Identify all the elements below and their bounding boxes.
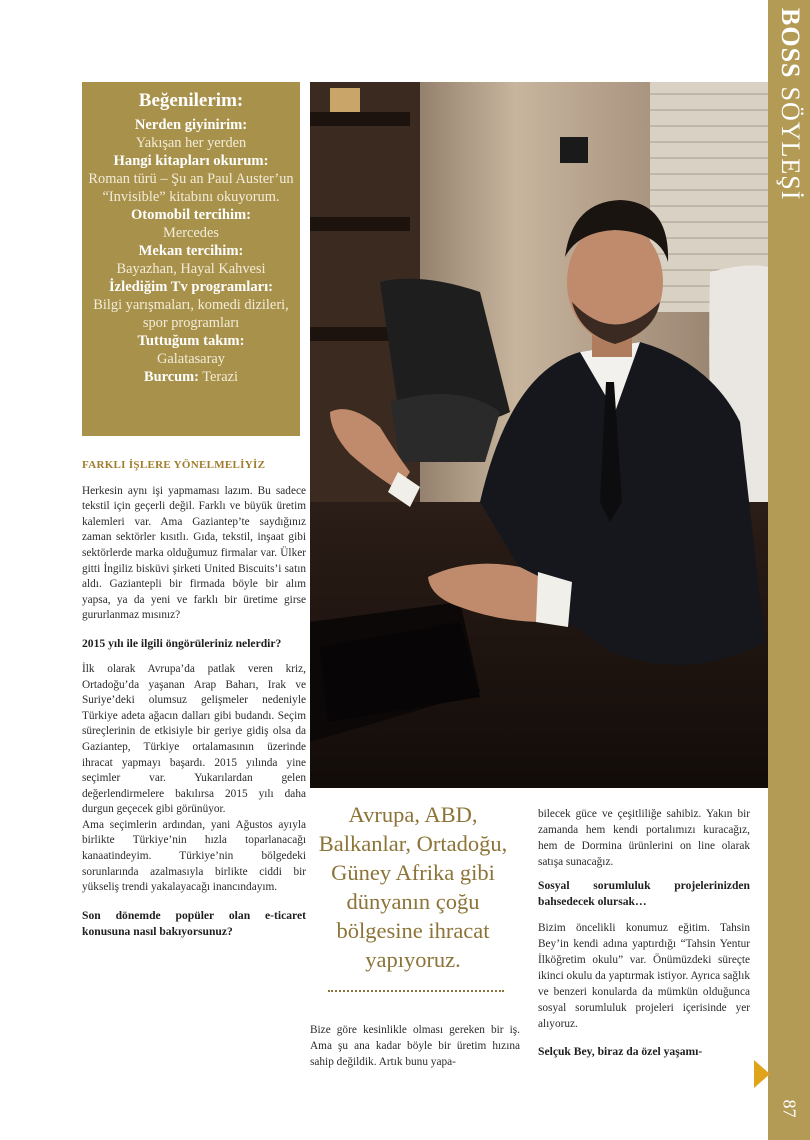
page-number: 87 xyxy=(779,1099,800,1118)
likes-a5: Bilgi yarışmaları, komedi dizileri, spor programları xyxy=(93,297,289,331)
continue-arrow-icon xyxy=(754,1060,770,1088)
left-paragraph-3: Ama seçimlerin ardından, yani Ağustos ayıyla birlikte Türkiye’nin hızla toparlanacağı kanaatindeyim. Türkiye’nin bölgedeki sorunlarında azalmasıyla birlikte ciddi bir yükseliş trendi yakalayacağı inancındayım. xyxy=(82,818,306,894)
likes-a3: Mercedes xyxy=(163,225,219,241)
likes-box xyxy=(82,82,300,436)
left-paragraph-1: Herkesin aynı işi yapmaması lazım. Bu sadece tekstil için geçerli değil. Farklı ve büyük üretim kalemleri var. Ama Gaziantep’te saydığınız zaman sektörler kısıtlı. Gıda, tekstil, inşaat gibi sektörlerde marka olduğumuz firmalar var. Ülker gitti İngiliz bisküvi şirketi United Biscuits’i satın aldı. Gaziantepli bir firmada böyle bir alım yapsa, ya da yeni ve farklı bir üretime girse gururlanmaz mısınız? xyxy=(82,484,306,622)
right-column xyxy=(538,806,750,1070)
likes-q7: Burcum: xyxy=(144,369,199,385)
likes-q5: İzlediğim Tv programları: xyxy=(108,279,274,295)
likes-a6: Galatasaray xyxy=(157,351,225,367)
likes-a7: Terazi xyxy=(202,369,238,385)
likes-q2: Hangi kitapları okurum: xyxy=(113,153,269,169)
pull-quote: Avrupa, ABD, Balkanlar, Ortadoğu, Güney Afrika gibi dünyanın çoğu bölgesine ihracat yapıyoruz. xyxy=(318,802,508,972)
question-eticaret: Son dönemde popüler olan e-ticaret konusuna nasıl bakıyorsunuz? xyxy=(82,908,306,938)
right-paragraph-2: Bizim öncelikli konumuz eğitim. Tahsin Bey’in kendi adına yaptırdığı “Tahsin Yentur İlköğretim okulu” var. Önümüzdeki süreçte ikinci okulu da yaptırmak istiyor. Ayrıca sağlık ve benzeri konularda da mümkün olduğunca sosyal sorumluluk projeleri içerisinde yer alıyoruz. xyxy=(538,922,750,1030)
question-social: Sosyal sorumluluk projelerinizden bahsedecek olursak… xyxy=(538,879,750,908)
likes-title: Beğenilerim: xyxy=(138,90,244,111)
middle-paragraph: Bize göre kesinlikle olması gereken bir iş. Ama şu ana kadar böyle bir üretim hızına sahip değildik. Artık bunu yapa- xyxy=(310,1024,520,1068)
question-2015: 2015 yılı ile ilgili öngörüleriniz nelerdir? xyxy=(82,636,282,650)
likes-q1: Nerden giyinirim: xyxy=(134,117,248,133)
section-label-light: SÖYLEŞİ xyxy=(776,86,805,201)
question-private-life: Selçuk Bey, biraz da özel yaşamı- xyxy=(538,1045,703,1058)
likes-q3: Otomobil tercihim: xyxy=(130,207,252,223)
interview-photo xyxy=(310,82,768,788)
likes-row7 xyxy=(82,368,300,386)
pull-quote-divider xyxy=(328,990,504,992)
section-label xyxy=(770,8,810,228)
left-paragraph-2: İlk olarak Avrupa’da patlak veren kriz, Ortadoğu’da yaşanan Arap Baharı, Irak ve Suriye’deki olumsuz gelişmeler nedeniyle Türkiye adeta ağacın dalları gibi budandı. Seçim süreçlerinin de etkisiyle bir geriye gidiş olsa da Gaziantep, Türkiye ortalamasının üzerinde ihracat yapmayı başardı. 2015 yılında yine seçimler var. Yukarılardan gelen değerlendirmelere bakılırsa 2015 yılı daha durgun geçecek gibi görünüyor. xyxy=(82,662,306,816)
likes-a2: Roman türü – Şu an Paul Auster’un “Invisible” kitabını okuyorum. xyxy=(88,171,294,205)
section-heading: FARKLI İŞLERE YÖNELMELİYİZ xyxy=(82,459,266,471)
right-paragraph-1: bilecek güce ve çeşitliliğe sahibiz. Yakın bir zamanda hem kendi portalımızı kuracağız, hem de Dormina ürünlerini on line olarak satışa sunacağız. xyxy=(538,808,750,868)
section-label-bold: BOSS xyxy=(776,8,805,79)
likes-a4: Bayazhan, Hayal Kahvesi xyxy=(116,261,266,277)
likes-q6: Tuttuğum takım: xyxy=(137,333,245,349)
likes-q4: Mekan tercihim: xyxy=(138,243,244,259)
left-column xyxy=(82,458,306,950)
likes-a1: Yakışan her yerden xyxy=(135,135,247,151)
